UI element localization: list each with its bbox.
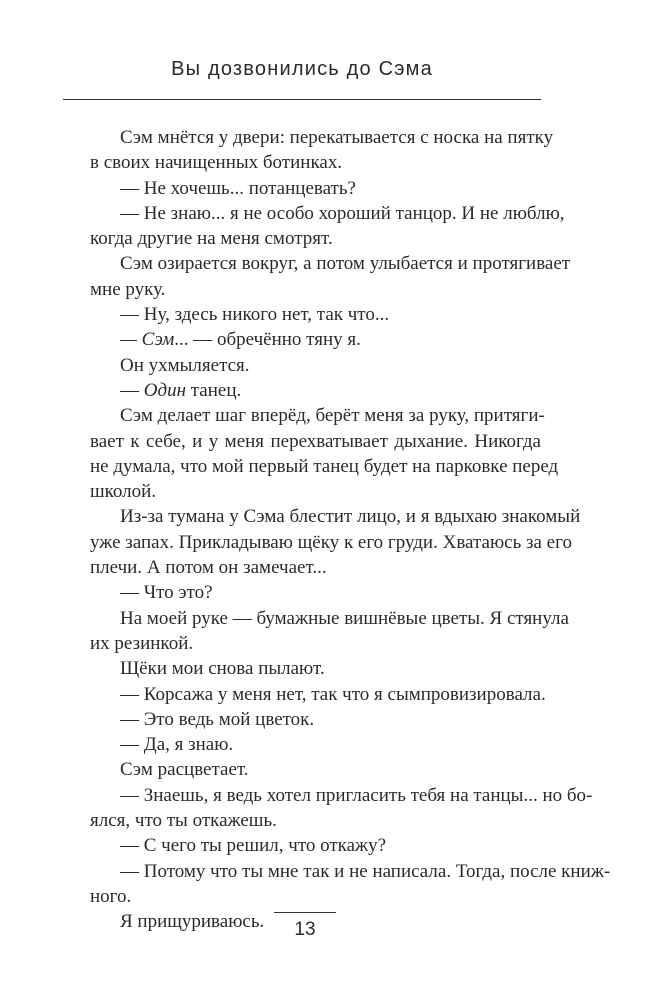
text-line: их резинкой. (90, 632, 194, 654)
text-line: школой. (90, 481, 157, 503)
footer-rule (274, 912, 336, 913)
text-line: — Да, я знаю. (120, 734, 234, 756)
text-line: Сэм расцветает. (120, 759, 249, 781)
text-line: мне руку. (90, 278, 166, 300)
text-line: ного. (90, 885, 132, 907)
text-line: уже запах. Прикладываю щёку к его груди. Хватаюсь за его (90, 531, 572, 553)
text-line (90, 327, 541, 352)
text-line: — Не хочешь... потанцевать? (120, 177, 356, 199)
text-line (90, 378, 541, 403)
text-line: не думала, что мой первый танец будет на парковке перед (90, 455, 559, 477)
text-line: Щёки мои снова пылают. (120, 658, 325, 680)
text-line: — Ну, здесь никого нет, так что... (120, 304, 390, 326)
running-head: Вы дозвонились до Сэма (171, 58, 433, 80)
text-line: — С чего ты решил, что откажу? (120, 835, 387, 857)
text-line: вает к себе, и у меня перехватывает дыхание. Никогда (90, 430, 541, 452)
line-rest: ... — обречённо тяну я. (174, 329, 361, 351)
text-line: в своих начищенных ботинках. (90, 152, 343, 174)
text-line: — Знаешь, я ведь хотел пригласить тебя на танцы... но бо- (120, 784, 593, 806)
text-line: — Это ведь мой цветок. (120, 708, 315, 730)
text-line: ялся, что ты откажешь. (90, 810, 277, 832)
line-rest: танец. (186, 379, 242, 401)
text-line: Сэм мнётся у двери: перекатывается с носка на пятку (120, 127, 554, 148)
text-line: когда другие на меня смотрят. (90, 228, 333, 250)
italic-name: — Сэм (120, 329, 175, 351)
text-line: Из-за тумана у Сэма блестит лицо, и я вдыхаю знакомый (120, 506, 581, 528)
dash: — (120, 379, 144, 401)
text-line: Сэм делает шаг вперёд, берёт меня за руку, притяги- (120, 405, 545, 427)
text-line: Он ухмыляется. (120, 354, 250, 376)
text-line: — Корсажа у меня нет, так что я сымпровизировала. (120, 683, 546, 705)
header-rule (63, 99, 541, 100)
page-number: 13 (294, 919, 316, 940)
text-line: — Не знаю... я не особо хороший танцор. И не люблю, (120, 202, 565, 224)
text-line: Сэм озирается вокруг, а потом улыбается и протягивает (120, 253, 571, 275)
body-text (90, 125, 611, 935)
text-line: На моей руке — бумажные вишнёвые цветы. Я стянула (120, 607, 569, 629)
text-line: — Что это? (120, 582, 213, 604)
text-line: плечи. А потом он замечает... (90, 557, 327, 579)
italic-word: Один (143, 379, 187, 401)
text-line: Я прищуриваюсь. (120, 911, 265, 933)
text-line: — Потому что ты мне так и не написала. Тогда, после книж- (120, 860, 611, 882)
